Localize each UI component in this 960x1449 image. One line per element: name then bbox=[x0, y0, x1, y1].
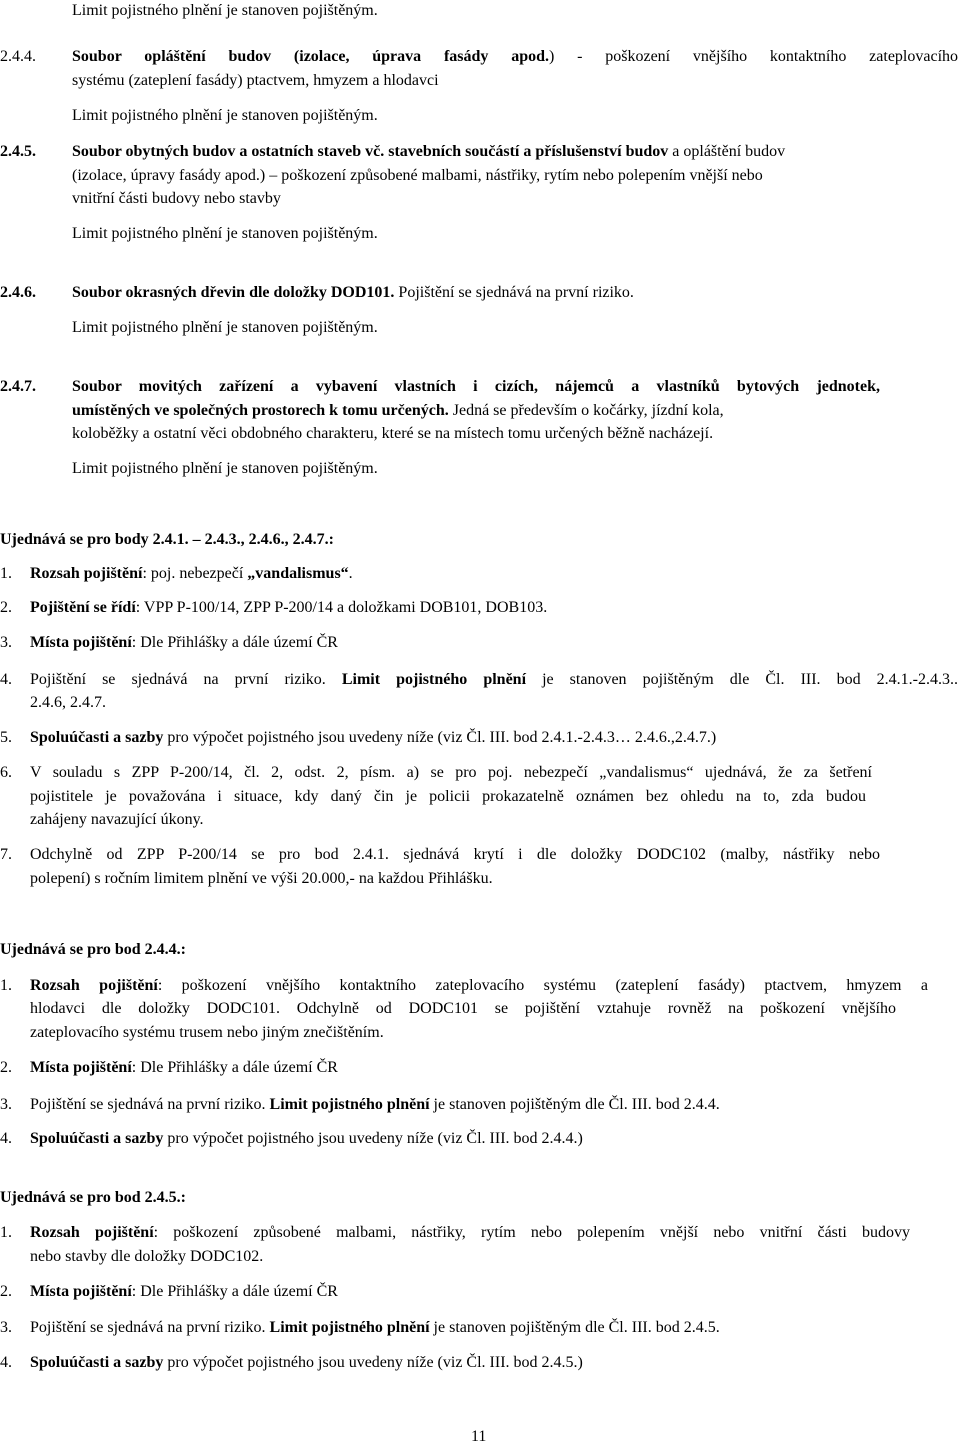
block1-item4-line2: 2.4.6, 2.4.7. bbox=[30, 694, 106, 711]
section-number-2-4-5 bbox=[0, 140, 36, 164]
block1-item2 bbox=[30, 596, 547, 620]
block3-item3-num: 3. bbox=[0, 1319, 12, 1336]
block3-heading-text: Ujednává se pro bod 2.4.5.: bbox=[0, 1189, 186, 1206]
block1-item4-line1 bbox=[30, 668, 958, 692]
block1-item7-num: 7. bbox=[0, 846, 12, 863]
section-2-4-7-title2: umístěných ve společných prostorech k tomu určených. bbox=[72, 402, 449, 419]
section-2-4-6-num-bold: 2.4.6. bbox=[0, 284, 36, 301]
section-2-4-4-title: Soubor opláštění budov (izolace, úprava fasády apod. bbox=[72, 48, 549, 65]
block1-heading bbox=[0, 528, 334, 552]
section-2-4-7-line1 bbox=[72, 375, 880, 399]
block1-item4-text: Pojištění se sjednává na první riziko. bbox=[30, 671, 342, 688]
block2-heading-text: Ujednává se pro bod 2.4.4.: bbox=[0, 941, 186, 958]
section-2-4-6-title: Soubor okrasných dřevin dle doložky DOD101. bbox=[72, 284, 395, 301]
block2-item1-line1 bbox=[30, 974, 928, 998]
block3-item2-label: Místa pojištění bbox=[30, 1283, 132, 1300]
block1-heading-text: Ujednává se pro body 2.4.1. – 2.4.3., 2.4.6., 2.4.7.: bbox=[0, 531, 334, 548]
block2-item1-num: 1. bbox=[0, 977, 12, 994]
block2-item1-line2: hlodavci dle doložky DODC101. Odchylně od DODC101 se pojištění vztahuje rovněž na poškození vnějšího bbox=[30, 1000, 896, 1017]
block1-item7-line2: polepení) s ročním limitem plnění ve výši 20.000,- na každou Přihlášku. bbox=[30, 870, 493, 887]
block3-item4-num: 4. bbox=[0, 1354, 12, 1371]
block3-item1-num: 1. bbox=[0, 1224, 12, 1241]
block2-item3-label: Limit pojistného plnění bbox=[269, 1096, 430, 1113]
section-2-4-7-title1: Soubor movitých zařízení a vybavení vlastních i cizích, nájemců a vlastníků bytových jednotek, bbox=[72, 378, 880, 395]
section-2-4-5-line1 bbox=[72, 140, 785, 164]
block2-item4 bbox=[30, 1127, 583, 1151]
section-2-4-5-line2a: (izolace, úpravy fasády apod. bbox=[72, 167, 260, 184]
block1-item4-num: 4. bbox=[0, 671, 12, 688]
block3-item1-text: : poškození způsobené malbami, nástřiky, rytím nebo polepením vnější nebo vnitřní části budovy bbox=[153, 1224, 911, 1241]
block3-item3-label: Limit pojistného plnění bbox=[269, 1319, 430, 1336]
section-2-4-5-num-bold: 2.4.5. bbox=[0, 143, 36, 160]
block1-item4-label: Limit pojistného plnění bbox=[341, 671, 527, 688]
block1-item2-num: 2. bbox=[0, 599, 12, 616]
block3-item1-line2: nebo stavby dle doložky DODC102. bbox=[30, 1248, 264, 1265]
section-2-4-6-limit: Limit pojistného plnění je stanoven pojištěným. bbox=[72, 319, 378, 336]
section-2-4-4-line2: systému (zateplení fasády) ptactvem, hmyzem a hlodavci bbox=[72, 72, 439, 89]
block2-item3-text: Pojištění se sjednává na první riziko. bbox=[30, 1096, 270, 1113]
block1-item1-num: 1. bbox=[0, 565, 12, 582]
block3-item1-line1 bbox=[30, 1221, 910, 1245]
block2-item3-text2: je stanoven pojištěným dle Čl. III. bod 2.4.4. bbox=[429, 1096, 720, 1113]
block1-item7-line1: Odchylně od ZPP P-200/14 se pro bod 2.4.1. sjednává krytí i dle doložky DODC102 (malby, nástřiky nebo bbox=[30, 846, 880, 863]
block1-item3-label: Místa pojištění bbox=[30, 634, 132, 651]
section-2-4-7-text2: Jedná se především o kočárky, jízdní kola, bbox=[448, 402, 724, 419]
block1-item2-text: : VPP P-100/14, ZPP P-200/14 a doložkami DOB101, DOB103. bbox=[135, 599, 548, 616]
block2-item4-label: Spoluúčasti a sazby bbox=[30, 1130, 164, 1147]
block2-item3-num: 3. bbox=[0, 1096, 12, 1113]
block3-item3 bbox=[30, 1316, 720, 1340]
block1-item1-text: : poj. nebezpečí bbox=[142, 565, 248, 582]
block3-item2-text: : Dle Přihlášky a dále území ČR bbox=[131, 1283, 338, 1300]
block2-item1-line3: zateplovacího systému trusem nebo jiným znečištěním. bbox=[30, 1024, 384, 1041]
block3-item3-text2: je stanoven pojištěným dle Čl. III. bod 2.4.5. bbox=[429, 1319, 720, 1336]
block2-item4-num: 4. bbox=[0, 1130, 12, 1147]
block3-item4 bbox=[30, 1351, 583, 1375]
section-2-4-5-title: Soubor obytných budov a ostatních staveb vč. stavebních součástí a příslušenství budov bbox=[72, 143, 669, 160]
block1-item6-line3: zahájeny navazující úkony. bbox=[30, 811, 204, 828]
block1-item1-label: Rozsah pojištění bbox=[30, 565, 143, 582]
page-number: 11 bbox=[471, 1428, 487, 1445]
block1-item3-text: : Dle Přihlášky a dále území ČR bbox=[131, 634, 338, 651]
block3-item4-label: Spoluúčasti a sazby bbox=[30, 1354, 164, 1371]
section-2-4-4-text: ) - poškození vnějšího kontaktního zateplovacího bbox=[549, 48, 959, 65]
block3-heading bbox=[0, 1186, 186, 1210]
block2-item1-label: Rozsah pojištění bbox=[30, 977, 158, 994]
block1-item5-label: Spoluúčasti a sazby bbox=[30, 729, 164, 746]
block3-item1-label: Rozsah pojištění bbox=[30, 1224, 154, 1241]
section-2-4-5-line2b: ) – poškození způsobené malbami, nástřiky, rytím nebo polepením vnější nebo bbox=[259, 167, 763, 184]
block3-item2 bbox=[30, 1280, 338, 1304]
block3-item3-text: Pojištění se sjednává na první riziko. bbox=[30, 1319, 270, 1336]
block2-heading bbox=[0, 938, 186, 962]
block2-item3 bbox=[30, 1093, 720, 1117]
section-2-4-7-num-bold: 2.4.7. bbox=[0, 378, 36, 395]
section-2-4-7-line2 bbox=[72, 399, 724, 423]
section-2-4-5-line3: vnitřní části budovy nebo stavby bbox=[72, 190, 281, 207]
block1-item5-text: pro výpočet pojistného jsou uvedeny níže (viz Čl. III. bod 2.4.1.-2.4.3… 2.4.6.,2.4.7.) bbox=[163, 729, 717, 746]
block1-item3 bbox=[30, 631, 338, 655]
section-2-4-5-text: a opláštění budov bbox=[668, 143, 786, 160]
block1-item6-line2: pojistitele je považována i situace, kdy daný čin je policii prokazatelně oznámen bez ohledu na to, zda budou bbox=[30, 788, 866, 805]
block2-item2 bbox=[30, 1056, 338, 1080]
section-2-4-4-limit: Limit pojistného plnění je stanoven pojištěným. bbox=[72, 107, 378, 124]
section-number-2-4-7 bbox=[0, 375, 36, 399]
block2-item2-label: Místa pojištění bbox=[30, 1059, 132, 1076]
block1-item4-text2: je stanoven pojištěným dle Čl. III. bod 2.4.1.-2.4.3.. bbox=[526, 671, 958, 688]
section-2-4-5-limit: Limit pojistného plnění je stanoven pojištěným. bbox=[72, 225, 378, 242]
block1-item1-peril: „vandalismus“ bbox=[247, 565, 349, 582]
block1-item1-end: . bbox=[348, 565, 353, 582]
block1-item1 bbox=[30, 562, 353, 586]
section-2-4-7-line3: koloběžky a ostatní věci obdobného charakteru, které se na místech tomu určených běžně nacházejí. bbox=[72, 425, 714, 442]
block2-item2-num: 2. bbox=[0, 1059, 12, 1076]
block3-item2-num: 2. bbox=[0, 1283, 12, 1300]
section-2-4-5-line2 bbox=[72, 164, 763, 188]
block1-item6-num: 6. bbox=[0, 764, 12, 781]
block2-item4-text: pro výpočet pojistného jsou uvedeny níže (viz Čl. III. bod 2.4.4.) bbox=[163, 1130, 583, 1147]
block1-item2-label: Pojištění se řídí bbox=[30, 599, 136, 616]
block2-item2-text: : Dle Přihlášky a dále území ČR bbox=[131, 1059, 338, 1076]
limit-line-top: Limit pojistného plnění je stanoven pojištěným. bbox=[72, 2, 378, 19]
block2-item1-text: : poškození vnějšího kontaktního zateplovacího systému (zateplení fasády) ptactvem, hmyzem a bbox=[157, 977, 928, 994]
block3-item4-text: pro výpočet pojistného jsou uvedeny níže (viz Čl. III. bod 2.4.5.) bbox=[163, 1354, 583, 1371]
section-2-4-6-line1 bbox=[72, 281, 634, 305]
section-2-4-7-limit: Limit pojistného plnění je stanoven pojištěným. bbox=[72, 460, 378, 477]
block1-item6-line1: V souladu s ZPP P-200/14, čl. 2, odst. 2, písm. a) se pro poj. nebezpečí „vandalismus“ ujednává, že za šetření bbox=[30, 764, 872, 781]
block1-item5 bbox=[30, 726, 716, 750]
section-2-4-4-line1 bbox=[72, 45, 958, 69]
block1-item3-num: 3. bbox=[0, 634, 12, 651]
section-number-2-4-4: 2.4.4. bbox=[0, 48, 36, 65]
section-number-2-4-6 bbox=[0, 281, 36, 305]
section-2-4-6-text: Pojištění se sjednává na první riziko. bbox=[394, 284, 634, 301]
block1-item5-num: 5. bbox=[0, 729, 12, 746]
